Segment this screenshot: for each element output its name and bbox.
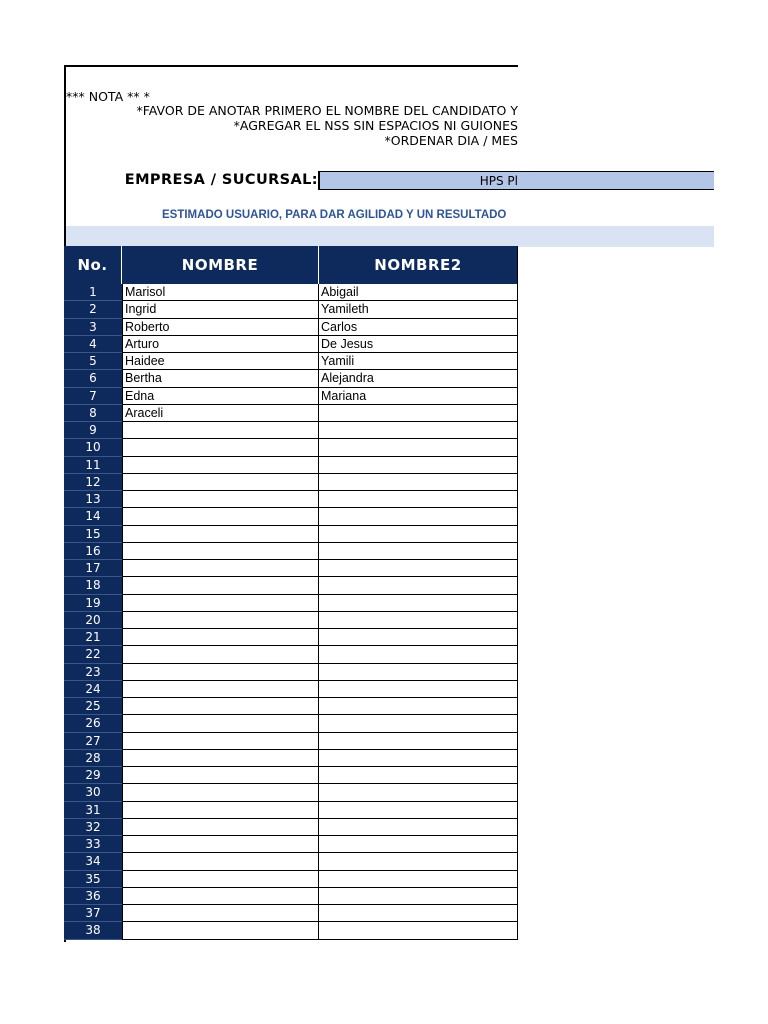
table-row — [64, 733, 518, 750]
row-number: 2 — [64, 301, 122, 318]
table-row — [64, 526, 518, 543]
nombre-cell[interactable] — [122, 612, 319, 629]
nombre2-cell[interactable] — [319, 733, 518, 750]
nombre-cell[interactable] — [122, 577, 319, 594]
row-number: 30 — [64, 784, 122, 801]
table-row — [64, 370, 518, 387]
nombre2-cell[interactable] — [319, 750, 518, 767]
nombre2-cell[interactable] — [319, 767, 518, 784]
nombre-cell[interactable] — [122, 922, 319, 939]
nombre2-cell[interactable] — [319, 853, 518, 870]
row-number: 24 — [64, 681, 122, 698]
table-row — [64, 905, 518, 922]
nombre-cell[interactable] — [122, 526, 319, 543]
sheet-top-border — [64, 65, 518, 67]
nombre2-cell[interactable] — [319, 819, 518, 836]
table-row — [64, 784, 518, 801]
nombre2-cell[interactable] — [319, 646, 518, 663]
nombre2-cell[interactable] — [319, 681, 518, 698]
row-number: 21 — [64, 629, 122, 646]
nombre2-cell[interactable] — [319, 577, 518, 594]
table-row — [64, 871, 518, 888]
row-number: 5 — [64, 353, 122, 370]
info-band — [66, 226, 714, 247]
nombre-cell[interactable] — [122, 905, 319, 922]
nombre2-cell[interactable]: Mariana — [319, 388, 518, 405]
table-row — [64, 646, 518, 663]
nombre-cell[interactable] — [122, 819, 319, 836]
nota-heading: *** NOTA ** * — [66, 89, 150, 104]
nota-line-nss: *AGREGAR EL NSS SIN ESPACIOS NI GUIONES — [233, 118, 518, 133]
names-table-body — [64, 284, 518, 940]
row-number: 16 — [64, 543, 122, 560]
nombre-cell[interactable]: Edna — [122, 388, 319, 405]
nombre-cell[interactable] — [122, 491, 319, 508]
nombre-cell[interactable] — [122, 698, 319, 715]
table-row — [64, 405, 518, 422]
row-number: 28 — [64, 750, 122, 767]
nombre-cell[interactable] — [122, 508, 319, 525]
nombre2-cell[interactable] — [319, 405, 518, 422]
nombre2-cell[interactable] — [319, 664, 518, 681]
table-row — [64, 422, 518, 439]
table-row — [64, 336, 518, 353]
row-number: 35 — [64, 871, 122, 888]
nombre-cell[interactable] — [122, 681, 319, 698]
nombre-cell[interactable] — [122, 629, 319, 646]
row-number: 29 — [64, 767, 122, 784]
nombre2-cell[interactable] — [319, 698, 518, 715]
nombre2-cell[interactable] — [319, 715, 518, 732]
nombre2-cell[interactable] — [319, 560, 518, 577]
row-number: 36 — [64, 888, 122, 905]
nombre2-cell[interactable] — [319, 784, 518, 801]
nombre-cell[interactable] — [122, 871, 319, 888]
row-number: 7 — [64, 388, 122, 405]
row-number: 1 — [64, 284, 122, 301]
row-number: 6 — [64, 370, 122, 387]
empresa-value[interactable]: HPS Pl — [479, 174, 518, 188]
nombre2-cell[interactable] — [319, 508, 518, 525]
nota-line-nombre: *FAVOR DE ANOTAR PRIMERO EL NOMBRE DEL CANDIDATO Y — [136, 103, 518, 118]
nombre-cell[interactable] — [122, 474, 319, 491]
table-row — [64, 508, 518, 525]
row-number: 34 — [64, 853, 122, 870]
table-row — [64, 888, 518, 905]
row-number: 10 — [64, 439, 122, 456]
table-row — [64, 629, 518, 646]
row-number: 4 — [64, 336, 122, 353]
table-row — [64, 388, 518, 405]
nombre2-cell[interactable] — [319, 612, 518, 629]
nombre2-cell[interactable] — [319, 439, 518, 456]
nombre-cell[interactable] — [122, 733, 319, 750]
nombre-cell[interactable] — [122, 543, 319, 560]
nombre2-cell[interactable]: De Jesus — [319, 336, 518, 353]
nombre2-cell[interactable] — [319, 526, 518, 543]
nombre-cell[interactable]: Roberto — [122, 319, 319, 336]
nombre2-cell[interactable] — [319, 888, 518, 905]
nombre2-cell[interactable] — [319, 629, 518, 646]
nombre-cell[interactable] — [122, 784, 319, 801]
empresa-label: EMPRESA / SUCURSAL: — [124, 172, 318, 188]
nombre-cell[interactable] — [122, 646, 319, 663]
nombre2-cell[interactable] — [319, 474, 518, 491]
row-number: 26 — [64, 715, 122, 732]
nombre-cell[interactable]: Arturo — [122, 336, 319, 353]
nombre-cell[interactable] — [122, 664, 319, 681]
table-row — [64, 543, 518, 560]
table-row — [64, 353, 518, 370]
nombre-cell[interactable]: Araceli — [122, 405, 319, 422]
nombre2-cell[interactable] — [319, 836, 518, 853]
row-number: 17 — [64, 560, 122, 577]
row-number: 12 — [64, 474, 122, 491]
nombre-cell[interactable] — [122, 836, 319, 853]
row-number: 23 — [64, 664, 122, 681]
table-row — [64, 439, 518, 456]
nombre-cell[interactable]: Ingrid — [122, 301, 319, 318]
nombre2-cell[interactable]: Alejandra — [319, 370, 518, 387]
nombre2-cell[interactable] — [319, 422, 518, 439]
nombre-cell[interactable] — [122, 750, 319, 767]
nota-line-ordenar: *ORDENAR DIA / MES — [384, 133, 518, 148]
nombre2-cell[interactable] — [319, 595, 518, 612]
row-number: 14 — [64, 508, 122, 525]
row-number: 37 — [64, 905, 122, 922]
row-number: 15 — [64, 526, 122, 543]
column-header-no: No. — [64, 246, 122, 284]
nombre-cell[interactable]: Bertha — [122, 370, 319, 387]
table-row — [64, 819, 518, 836]
table-row — [64, 491, 518, 508]
table-row — [64, 750, 518, 767]
nombre-cell[interactable] — [122, 715, 319, 732]
row-number: 18 — [64, 577, 122, 594]
nombre-cell[interactable] — [122, 457, 319, 474]
row-number: 11 — [64, 457, 122, 474]
table-row — [64, 802, 518, 819]
table-row — [64, 698, 518, 715]
row-number: 9 — [64, 422, 122, 439]
column-header-nombre2: NOMBRE2 — [319, 246, 518, 284]
nombre2-cell[interactable]: Abigail — [319, 284, 518, 301]
row-number: 20 — [64, 612, 122, 629]
nombre-cell[interactable] — [122, 853, 319, 870]
nombre-cell[interactable] — [122, 439, 319, 456]
table-row — [64, 284, 518, 301]
estimado-banner: ESTIMADO USUARIO, PARA DAR AGILIDAD Y UN RESULTADO — [162, 209, 507, 221]
table-row — [64, 681, 518, 698]
nombre2-cell[interactable] — [319, 543, 518, 560]
table-row — [64, 457, 518, 474]
table-row — [64, 612, 518, 629]
nombre2-cell[interactable]: Yamileth — [319, 301, 518, 318]
nombre-cell[interactable] — [122, 560, 319, 577]
nombre-cell[interactable] — [122, 422, 319, 439]
row-number: 8 — [64, 405, 122, 422]
table-row — [64, 922, 518, 939]
table-row — [64, 560, 518, 577]
row-number: 25 — [64, 698, 122, 715]
table-row — [64, 301, 518, 318]
row-number: 38 — [64, 922, 122, 939]
nombre2-cell[interactable]: Yamili — [319, 353, 518, 370]
nombre2-cell[interactable] — [319, 457, 518, 474]
nombre-cell[interactable] — [122, 888, 319, 905]
table-row — [64, 767, 518, 784]
table-row — [64, 836, 518, 853]
row-number: 3 — [64, 319, 122, 336]
nombre2-cell[interactable]: Carlos — [319, 319, 518, 336]
row-number: 13 — [64, 491, 122, 508]
nombre-cell[interactable] — [122, 767, 319, 784]
row-number: 19 — [64, 595, 122, 612]
row-number: 22 — [64, 646, 122, 663]
nombre2-cell[interactable] — [319, 802, 518, 819]
row-number: 33 — [64, 836, 122, 853]
nombre-cell[interactable]: Haidee — [122, 353, 319, 370]
table-row — [64, 715, 518, 732]
column-header-nombre: NOMBRE — [122, 246, 319, 284]
table-row — [64, 319, 518, 336]
nombre2-cell[interactable] — [319, 491, 518, 508]
nombre2-cell[interactable] — [319, 871, 518, 888]
row-number: 31 — [64, 802, 122, 819]
table-row — [64, 474, 518, 491]
table-row — [64, 664, 518, 681]
row-number: 32 — [64, 819, 122, 836]
table-row — [64, 595, 518, 612]
nombre-cell[interactable] — [122, 802, 319, 819]
nombre-cell[interactable] — [122, 595, 319, 612]
table-row — [64, 853, 518, 870]
row-number: 27 — [64, 733, 122, 750]
table-row — [64, 577, 518, 594]
nombre2-cell[interactable] — [319, 922, 518, 939]
nombre-cell[interactable]: Marisol — [122, 284, 319, 301]
nombre2-cell[interactable] — [319, 905, 518, 922]
